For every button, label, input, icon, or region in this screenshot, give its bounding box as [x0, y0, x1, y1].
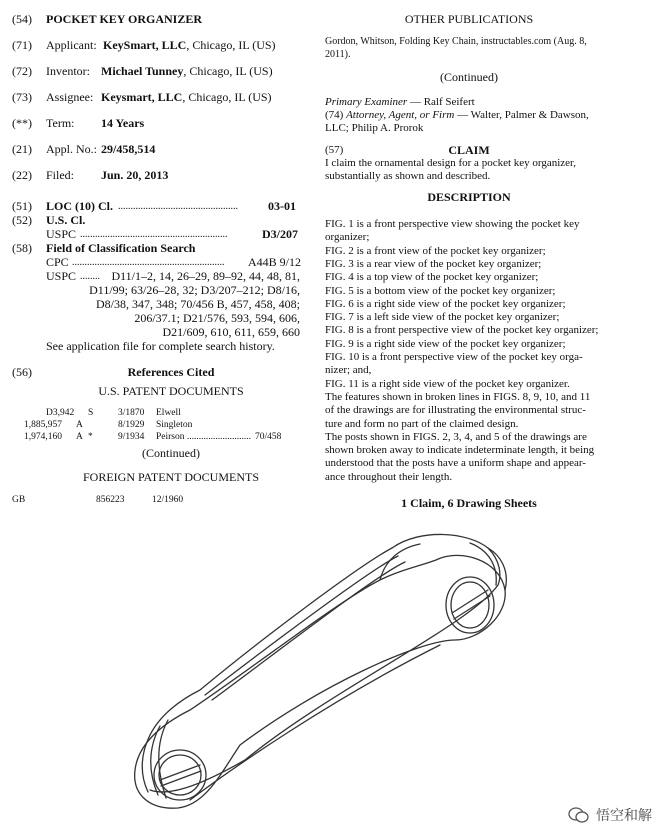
- term-label: Term:: [46, 116, 75, 130]
- code-58: (58): [12, 241, 32, 255]
- uspc-line-1: D11/1–2, 14, 26–29, 89–92, 44, 48, 81,: [111, 269, 300, 283]
- other-publications-heading: OTHER PUBLICATIONS: [404, 12, 534, 26]
- appl-no-value: 29/458,514: [101, 142, 156, 156]
- description-line: FIG. 9 is a right side view of the pocket key organizer;: [325, 337, 566, 350]
- other-pub-continued: (Continued): [440, 70, 498, 84]
- us-doc-number: D3,942: [46, 408, 75, 418]
- search-history-note: See application file for complete search history.: [46, 339, 275, 353]
- wechat-icon: [568, 806, 590, 824]
- us-doc-date: 8/1929: [118, 420, 145, 430]
- code-57: (57): [325, 144, 344, 156]
- cpc-dots: .............................................................: [72, 257, 225, 268]
- uspc-dots: ........: [80, 271, 100, 282]
- code-71: (71): [12, 38, 32, 52]
- code-56: (56): [12, 365, 32, 379]
- code-54: (54): [12, 12, 32, 26]
- code-73: (73): [12, 90, 32, 104]
- loc-value: 03-01: [268, 199, 296, 213]
- us-doc-number: 1,974,160: [24, 432, 62, 442]
- applicant: KeySmart, LLC, Chicago, IL (US): [103, 38, 276, 52]
- us-cl-uspc: USPC: [46, 227, 77, 241]
- uspc-line-2: D11/99; 63/26–28, 32; D3/207–212; D8/16,: [89, 283, 300, 297]
- cpc-label: CPC: [46, 255, 69, 269]
- inventor-label: Inventor:: [46, 64, 90, 78]
- code-52: (52): [12, 213, 32, 227]
- claim-heading: CLAIM: [448, 143, 490, 157]
- attorney-line-2: LLC; Philip A. Prorok: [325, 122, 424, 134]
- description-line: FIG. 6 is a right side view of the pocket key organizer;: [325, 297, 566, 310]
- description-line: The features shown in broken lines in FIGS. 8, 9, 10, and 11: [325, 390, 591, 403]
- claim-line-2: substantially as shown and described.: [325, 170, 491, 182]
- uspc-label: USPC: [46, 269, 77, 283]
- description-line: ance throughout their length.: [325, 470, 453, 483]
- foreign-patent-documents-heading: FOREIGN PATENT DOCUMENTS: [82, 470, 260, 484]
- watermark-text: 悟空和解: [596, 808, 652, 824]
- assignee-label: Assignee:: [46, 90, 94, 104]
- watermark: [568, 805, 652, 825]
- description-line: FIG. 8 is a front perspective view of the pocket key organizer;: [325, 324, 599, 337]
- code-21: (21): [12, 142, 32, 156]
- us-doc-date: 3/1870: [118, 408, 145, 418]
- code-72: (72): [12, 64, 32, 78]
- field-search-label: Field of Classification Search: [46, 241, 196, 255]
- term-value: 14 Years: [101, 116, 145, 130]
- description-line: FIG. 1 is a front perspective view showing the pocket key: [325, 218, 580, 230]
- claims-sheets: 1 Claim, 6 Drawing Sheets: [401, 496, 537, 510]
- us-doc-star: *: [88, 432, 93, 442]
- description-line: shown broken away to indicate indeterminate length, it being: [325, 444, 595, 457]
- us-doc-kind: A: [76, 432, 83, 442]
- foreign-doc-number: 856223: [96, 495, 125, 505]
- code-term: (**): [12, 116, 32, 130]
- loc-dots: ................................................: [118, 201, 238, 212]
- us-doc-name: Elwell: [156, 408, 181, 418]
- filed-label: Filed:: [46, 168, 75, 182]
- description-line: understood that the posts have a uniform shape and appear-: [325, 457, 586, 470]
- us-doc-number: 1,885,957: [24, 420, 62, 430]
- uspc-line-4: 206/37.1; D21/576, 593, 594, 606,: [134, 311, 300, 325]
- appl-no-label: Appl. No.:: [46, 142, 97, 156]
- us-doc-date: 9/1934: [118, 432, 145, 442]
- description-line: FIG. 3 is a rear view of the pocket key organizer;: [325, 257, 542, 270]
- primary-examiner: Primary Examiner — Ralf Seifert: [325, 96, 475, 108]
- us-doc-kind: S: [88, 408, 94, 418]
- description-line: nizer; and,: [325, 364, 372, 377]
- cpc-value: A44B 9/12: [248, 255, 302, 269]
- foreign-doc-date: 12/1960: [152, 495, 184, 505]
- us-cl-value: D3/207: [262, 227, 298, 241]
- description-line: FIG. 2 is a front view of the pocket key organizer;: [325, 244, 546, 257]
- us-docs-continued: (Continued): [142, 446, 200, 460]
- other-pub-line-2: 2011).: [325, 49, 351, 60]
- description-line: ture and form no part of the claimed design.: [325, 417, 519, 430]
- assignee: Keysmart, LLC, Chicago, IL (US): [101, 90, 272, 104]
- description-line: FIG. 5 is a bottom view of the pocket key organizer;: [325, 284, 556, 297]
- description-line: FIG. 7 is a left side view of the pocket key organizer;: [325, 311, 560, 324]
- patent-title: POCKET KEY ORGANIZER: [46, 12, 203, 26]
- description-line: FIG. 11 is a right side view of the pocket key organizer.: [325, 377, 570, 390]
- description-line: FIG. 10 is a front perspective view of the pocket key orga-: [325, 351, 583, 363]
- other-pub-line-1: Gordon, Whitson, Folding Key Chain, instructables.com (Aug. 8,: [325, 36, 587, 47]
- us-doc-name: Peirson ...........................: [156, 432, 251, 442]
- description-line: The posts shown in FIGS. 2, 3, 4, and 5 of the drawings are: [325, 430, 587, 443]
- loc-label: LOC (10) Cl.: [46, 199, 113, 213]
- uspc-line-5: D21/609, 610, 611, 659, 660: [162, 325, 300, 339]
- foreign-doc-country: GB: [12, 495, 26, 505]
- us-doc-kind: A: [76, 420, 83, 430]
- claim-line-1: I claim the ornamental design for a pocket key organizer,: [325, 157, 577, 169]
- us-cl-dots: ...........................................................: [80, 229, 228, 240]
- us-doc-name: Singleton: [156, 420, 193, 430]
- us-cl-label: U.S. Cl.: [46, 213, 86, 227]
- attorney-line-1: (74) Attorney, Agent, or Firm — Walter, Palmer & Dawson,: [325, 109, 589, 121]
- uspc-line-3: D8/38, 347, 348; 70/456 B, 457, 458, 408;: [95, 297, 300, 311]
- description-heading: DESCRIPTION: [427, 190, 511, 204]
- code-22: (22): [12, 168, 32, 182]
- description-line: organizer;: [325, 231, 370, 244]
- description-line: of the drawings are for illustrating the environmental struc-: [325, 404, 586, 417]
- filed-value: Jun. 20, 2013: [101, 168, 169, 182]
- inventor: Michael Tunney, Chicago, IL (US): [101, 64, 273, 78]
- references-cited-label: References Cited: [127, 365, 215, 379]
- description-line: FIG. 4 is a top view of the pocket key organizer;: [325, 271, 539, 284]
- code-51: (51): [12, 199, 32, 213]
- us-patent-documents-heading: U.S. PATENT DOCUMENTS: [98, 384, 244, 398]
- applicant-label: Applicant:: [46, 38, 97, 52]
- us-doc-class: 70/458: [255, 432, 282, 442]
